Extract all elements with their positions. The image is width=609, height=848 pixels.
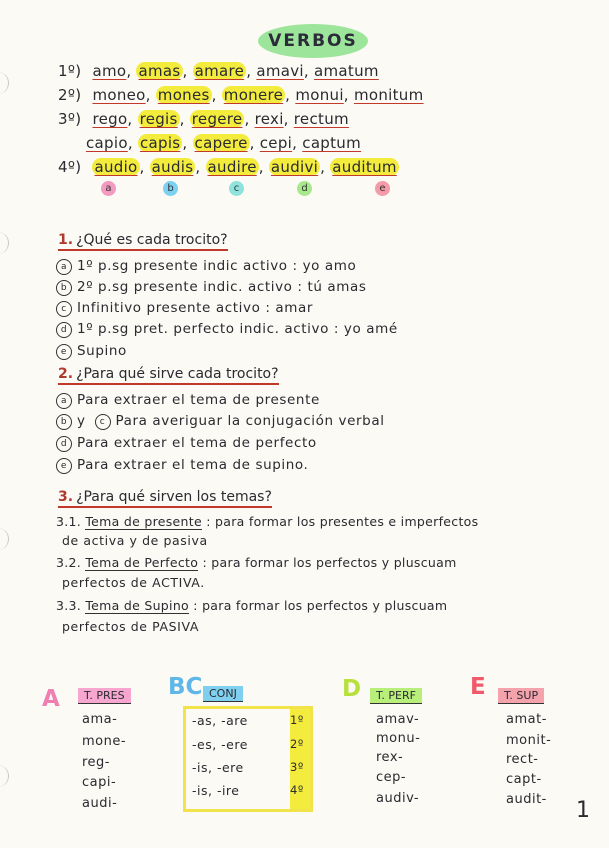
question-text: ¿Para qué sirven los temas? xyxy=(76,489,272,505)
binder-hole xyxy=(0,232,9,254)
q1-answer-b xyxy=(56,279,367,296)
answer-text: Para extraer el tema de presente xyxy=(77,392,320,408)
ending: -es, -ere xyxy=(192,737,248,752)
person: 4º xyxy=(290,783,304,797)
question-3-heading xyxy=(58,489,272,508)
person: 3º xyxy=(290,760,304,774)
verb-form: amas xyxy=(138,62,181,80)
question-number: 2. xyxy=(58,366,74,382)
verb-form: monitum xyxy=(353,86,424,104)
bullet: d xyxy=(56,436,72,452)
bullet: e xyxy=(56,344,72,360)
header-conj: CONJ xyxy=(203,686,243,702)
header-t-perf: T. PERF xyxy=(370,688,422,704)
answer-text: Para extraer el tema de supino. xyxy=(77,457,309,473)
verb-form: cepi xyxy=(259,134,293,152)
q1-answer-c xyxy=(56,300,313,317)
answer-text: Supino xyxy=(77,343,127,359)
ending: -is, -ere xyxy=(192,760,244,775)
verb-form: monere xyxy=(223,86,284,104)
verb-form: amatum xyxy=(314,62,379,80)
q2-answer-d xyxy=(56,435,317,452)
conjunction: y xyxy=(77,413,86,429)
answer-text: 1º p.sg presente indic activo : yo amo xyxy=(77,258,357,274)
marker-b: b xyxy=(163,181,178,196)
letter-bc: BC xyxy=(168,674,203,700)
bullet: b xyxy=(56,414,72,430)
sup-stem: amat- xyxy=(506,712,547,727)
verb-form: auditum xyxy=(332,158,397,176)
sup-stem: monit- xyxy=(506,733,552,748)
header-t-sup: T. SUP xyxy=(498,688,544,704)
verb-form: amavi xyxy=(256,62,304,80)
q3-item-1-cont: de activa y de pasiva xyxy=(62,533,208,548)
letter-e: E xyxy=(470,674,486,700)
pres-stem: mone- xyxy=(82,734,127,749)
q1-answer-e xyxy=(56,343,127,360)
header-t-pres: T. PRES xyxy=(78,688,131,704)
q3-item-2 xyxy=(56,555,457,570)
item-term: Tema de Perfecto xyxy=(85,555,199,570)
perf-stem: cep- xyxy=(376,770,407,785)
ending-row xyxy=(192,713,304,728)
verb-number: 2º) xyxy=(58,86,82,104)
bullet: a xyxy=(56,393,72,409)
question-2-heading xyxy=(58,366,279,385)
verb-line-3: 3º) rego, regis , regere , rexi, rectum xyxy=(58,110,349,128)
marker-d: d xyxy=(297,181,312,196)
perf-stem: amav- xyxy=(376,712,420,727)
bullet: d xyxy=(56,322,72,338)
q3-item-3-cont: perfectos de PASIVA xyxy=(62,619,199,634)
pres-stem: reg- xyxy=(82,755,110,770)
sup-stem: audit- xyxy=(506,792,547,807)
q2-answer-bc xyxy=(56,413,385,430)
ending-row xyxy=(192,783,304,798)
person: 2º xyxy=(290,737,304,751)
ending: -is, -ire xyxy=(192,783,240,798)
item-text: : para formar los presentes e imperfectos xyxy=(206,514,479,529)
marker-e: e xyxy=(375,181,390,196)
question-1-heading xyxy=(58,232,228,251)
answer-text: Para extraer el tema de perfecto xyxy=(77,435,317,451)
question-number: 3. xyxy=(58,489,74,505)
sup-stem: rect- xyxy=(506,752,539,767)
item-number: 3.2. xyxy=(56,555,82,570)
perf-stem: rex- xyxy=(376,750,404,765)
item-text: : para formar los perfectos y pluscuam xyxy=(202,555,457,570)
ending-row xyxy=(192,737,304,752)
verb-form: captum xyxy=(302,134,362,152)
binder-hole xyxy=(0,528,9,550)
verb-form: capio xyxy=(86,134,128,152)
verb-form: audis xyxy=(151,158,194,176)
verb-form: audire xyxy=(207,158,257,176)
binder-hole xyxy=(0,765,9,787)
verb-form: audio xyxy=(94,158,138,176)
question-text: ¿Qué es cada trocito? xyxy=(76,232,228,248)
verb-line-2: 2º) moneo, mones , monere , monui, monitum xyxy=(58,86,424,104)
verb-line-4: 4º) audio , audis , audire , audivi , auditum xyxy=(58,158,397,176)
verb-form: regere xyxy=(191,110,243,128)
verb-form: amo xyxy=(92,62,127,80)
marker-c: c xyxy=(229,181,244,196)
q3-item-1 xyxy=(56,514,478,529)
bullet: e xyxy=(56,458,72,474)
verb-form: capere xyxy=(194,134,248,152)
verb-form: amare xyxy=(194,62,245,80)
answer-text: 2º p.sg presente indic. activo : tú amas xyxy=(77,279,367,295)
person: 1º xyxy=(290,713,304,727)
ending-row xyxy=(192,760,304,775)
pres-stem: audi- xyxy=(82,796,118,811)
endings-box xyxy=(183,706,313,812)
page-title: VERBOS xyxy=(268,31,358,51)
verb-line-3b: capio, capis , capere , cepi, captum xyxy=(86,134,362,152)
verb-form: monui xyxy=(295,86,344,104)
verb-form: mones xyxy=(157,86,210,104)
answer-text: 1º p.sg pret. perfecto indic. activo : yo amé xyxy=(77,321,398,337)
pres-stem: ama- xyxy=(82,712,118,727)
marker-a: a xyxy=(101,181,116,196)
bullet: a xyxy=(56,259,72,275)
binder-hole xyxy=(0,72,9,94)
verb-form: rectum xyxy=(293,110,349,128)
letter-a: A xyxy=(42,686,60,712)
verb-number: 3º) xyxy=(58,110,82,128)
item-number: 3.1. xyxy=(56,514,82,529)
item-term: Tema de Supino xyxy=(85,598,189,613)
q3-item-2-cont: perfectos de ACTIVA. xyxy=(62,575,205,590)
q1-answer-a xyxy=(56,258,356,275)
verb-form: regis xyxy=(139,110,178,128)
bullet: c xyxy=(95,414,111,430)
verb-form: audivi xyxy=(270,158,319,176)
bullet: b xyxy=(56,280,72,296)
verb-form: capis xyxy=(139,134,181,152)
ending: -as, -are xyxy=(192,713,248,728)
verb-form: moneo xyxy=(92,86,146,104)
perf-stem: audiv- xyxy=(376,791,420,806)
item-term: Tema de presente xyxy=(85,514,202,529)
answer-text: Para averiguar la conjugación verbal xyxy=(115,413,385,429)
q3-item-3 xyxy=(56,598,447,613)
answer-text: Infinitivo presente activo : amar xyxy=(77,300,314,316)
verb-line-1: 1º) amo, amas , amare , amavi, amatum xyxy=(58,62,379,80)
q1-answer-d xyxy=(56,321,398,338)
verb-number: 1º) xyxy=(58,62,82,80)
verb-form: rego xyxy=(92,110,128,128)
verb-form: rexi xyxy=(254,110,284,128)
page-number: 1 xyxy=(576,798,590,823)
perf-stem: monu- xyxy=(376,731,421,746)
letter-d: D xyxy=(342,676,362,702)
q2-answer-e xyxy=(56,457,308,474)
question-number: 1. xyxy=(58,232,74,248)
sup-stem: capt- xyxy=(506,772,542,787)
pres-stem: capi- xyxy=(82,775,117,790)
bullet: c xyxy=(56,301,72,317)
item-text: : para formar los perfectos y pluscuam xyxy=(193,598,448,613)
question-text: ¿Para qué sirve cada trocito? xyxy=(76,366,279,382)
verb-number: 4º) xyxy=(58,158,82,176)
item-number: 3.3. xyxy=(56,598,82,613)
q2-answer-a xyxy=(56,392,320,409)
title-block xyxy=(258,24,368,58)
